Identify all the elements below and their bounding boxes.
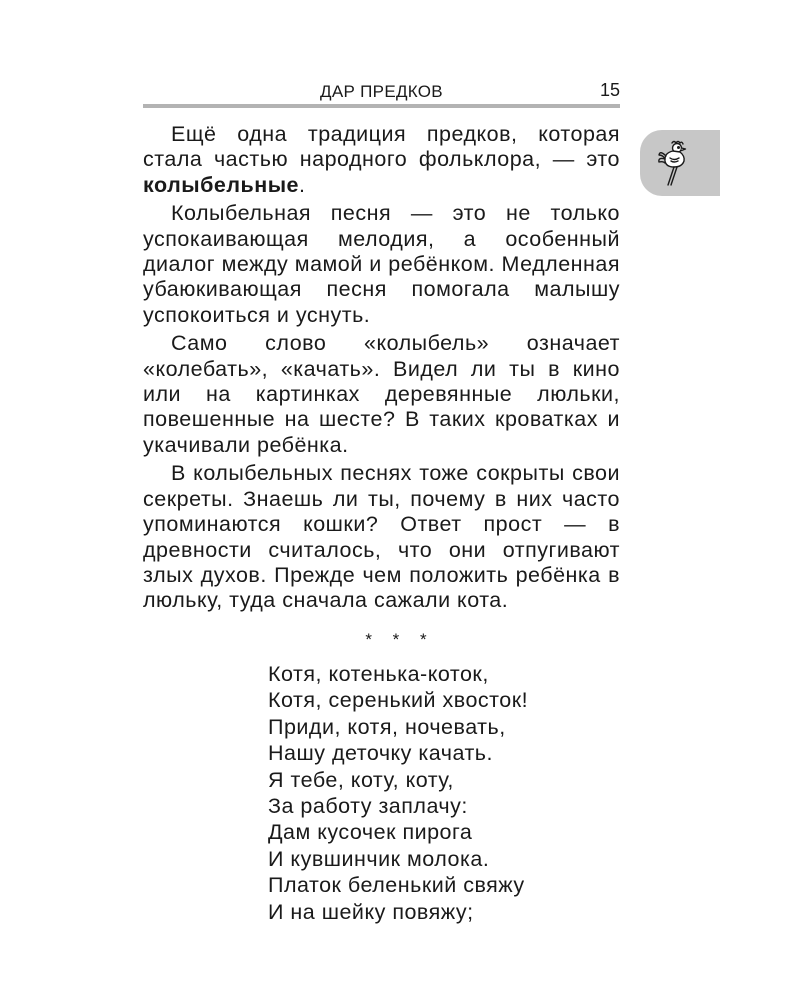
lullaby-poem [268, 661, 528, 925]
running-header-title: ДАР ПРЕДКОВ [320, 82, 443, 101]
header-rule [143, 104, 620, 108]
poem-line: За работу заплачу: [268, 794, 468, 819]
paragraph: Колыбельная песня — это не только успокаивающая мелодия, а особенный диалог между мамой и ребёнком. Медленная убаюкивающая песня помогала малышу успокоиться и уснуть. [143, 201, 620, 327]
section-separator: * * * [365, 630, 435, 649]
poem-line: Нашу деточку качать. [268, 741, 493, 766]
bold-term: колыбельные [143, 172, 300, 197]
paragraph: В колыбельных песнях тоже сокрыты свои секреты. Знаешь ли ты, почему в них часто упоминаются кошки? Ответ прост — в древности считалось, что они отпугивают злых духов. Прежде чем положить ребёнка в люльку, туда сначала сажали кота. [143, 461, 620, 613]
poem-line: Котя, котенька-коток, [268, 662, 489, 686]
body-text [143, 122, 620, 617]
poem-line: Котя, серенький хвосток! [268, 688, 529, 713]
running-header [143, 80, 620, 104]
poem-line: И на шейку повяжу; [268, 899, 474, 924]
poem-line: Дам кусочек пирога [268, 820, 473, 845]
poem-line: Я тебе, коту, коту, [268, 767, 454, 792]
paragraph: Само слово «колыбель» означает «колебать», «качать». Видел ли ты в кино или на картинках деревянные люльки, повешенные на шесте? В таких кроватках и укачивали ребёнка. [143, 331, 620, 457]
chapter-tab [640, 130, 720, 196]
paragraph [143, 122, 620, 198]
poem-line: Платок беленький свяжу [268, 873, 525, 898]
rooster-icon [654, 138, 698, 188]
poem-line: Приди, котя, ночевать, [268, 714, 506, 739]
paragraph-text: Ещё одна традиция предков, которая стала частью народного фольклора, — это [143, 122, 620, 172]
paragraph-text: . [299, 172, 306, 197]
page-number: 15 [599, 80, 620, 100]
poem-line: И кувшинчик молока. [268, 846, 490, 871]
